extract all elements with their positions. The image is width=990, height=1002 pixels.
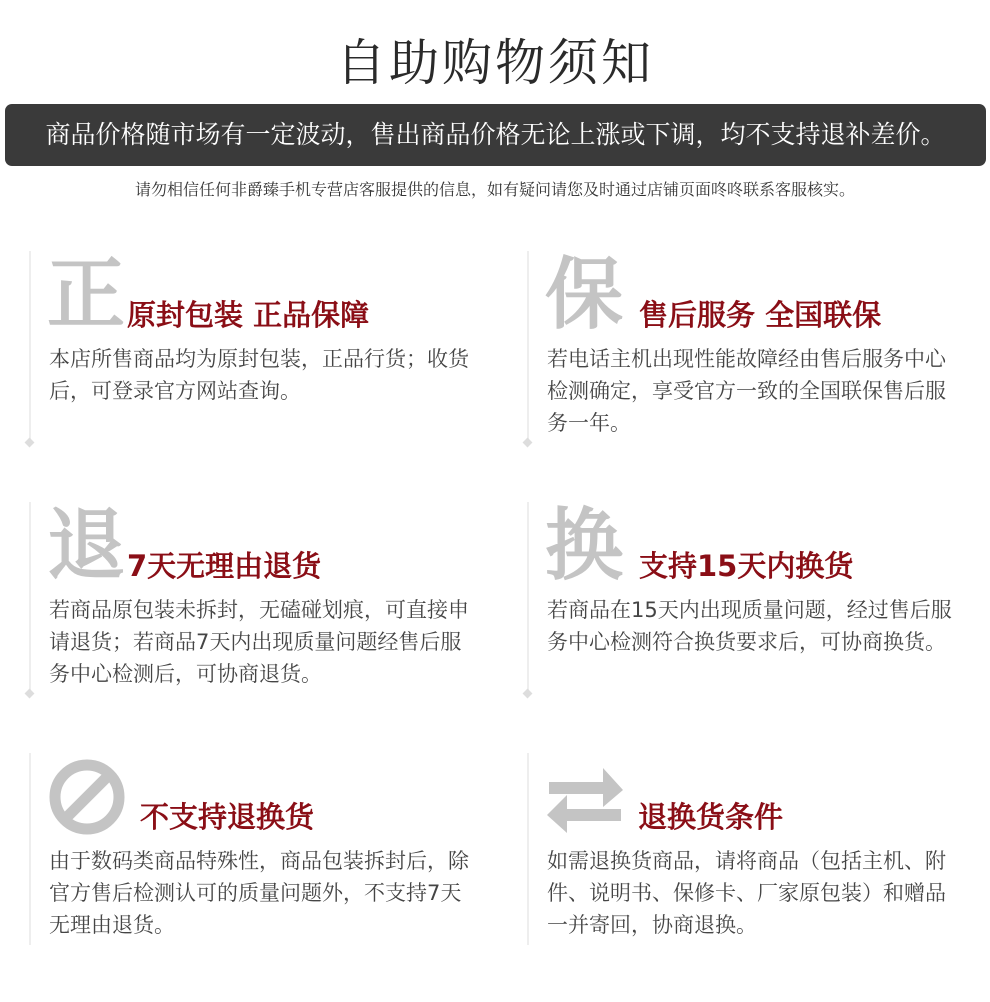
exchange-arrows-icon [545, 757, 625, 837]
card-heading: 7天无理由退货 [127, 549, 322, 583]
card-heading: 不支持退换货 [140, 800, 315, 834]
huan-char-icon: 换 [545, 501, 624, 591]
page-title: 自助购物须知 [336, 34, 654, 92]
card-divider-diamond [25, 438, 35, 448]
card-heading: 售后服务 全国联保 [639, 298, 882, 332]
card-7day-return [29, 502, 469, 698]
card-genuine-product [29, 251, 469, 447]
card-body: 由于数码类商品特殊性，商品包装拆封后，除官方售后检测认可的质量问题外，不支持7天无理由退货。 [49, 849, 469, 937]
card-divider-line [527, 251, 529, 443]
card-15day-exchange [527, 502, 967, 698]
card-body: 如需退换货商品，请将商品（包括主机、附件、说明书、保修卡、厂家原包装）和赠品一并寄回，协商退换。 [547, 849, 946, 937]
card-divider-diamond [523, 438, 533, 448]
card-divider-line [527, 502, 529, 694]
card-divider-diamond [25, 689, 35, 699]
card-divider-line [29, 251, 31, 443]
card-divider-line [527, 753, 529, 945]
bao-char-icon: 保 [545, 250, 624, 340]
price-notice-banner: 商品价格随市场有一定波动，售出商品价格无论上涨或下调，均不支持退补差价。 [5, 104, 986, 166]
card-divider-line [29, 753, 31, 945]
card-heading: 退换货条件 [638, 800, 784, 834]
prohibited-icon [47, 757, 127, 837]
zheng-char-icon: 正 [47, 250, 126, 340]
card-exchange-conditions [527, 753, 967, 949]
customer-service-notice: 请勿相信任何非爵臻手机专营店客服提供的信息，如有疑问请您及时通过店铺页面咚咚联系客服核实。 [134, 180, 855, 199]
card-warranty [527, 251, 967, 447]
card-body: 若商品在15天内出现质量问题，经过售后服务中心检测符合换货要求后，可协商换货。 [547, 598, 952, 654]
card-divider-diamond [523, 689, 533, 699]
card-body: 若电话主机出现性能故障经由售后服务中心检测确定，享受官方一致的全国联保售后服务一年。 [547, 347, 946, 435]
card-heading: 支持15天内换货 [639, 549, 854, 583]
card-body: 本店所售商品均为原封包装，正品行货；收货后，可登录官方网站查询。 [49, 347, 469, 403]
card-divider-line [29, 502, 31, 694]
tui-char-icon: 退 [47, 501, 126, 591]
card-no-return [29, 753, 469, 949]
card-body: 若商品原包装未拆封，无磕碰划痕，可直接申请退货；若商品7天内出现质量问题经售后服务中心检测后，可协商退货。 [49, 598, 469, 686]
card-heading: 原封包装 正品保障 [127, 298, 370, 332]
